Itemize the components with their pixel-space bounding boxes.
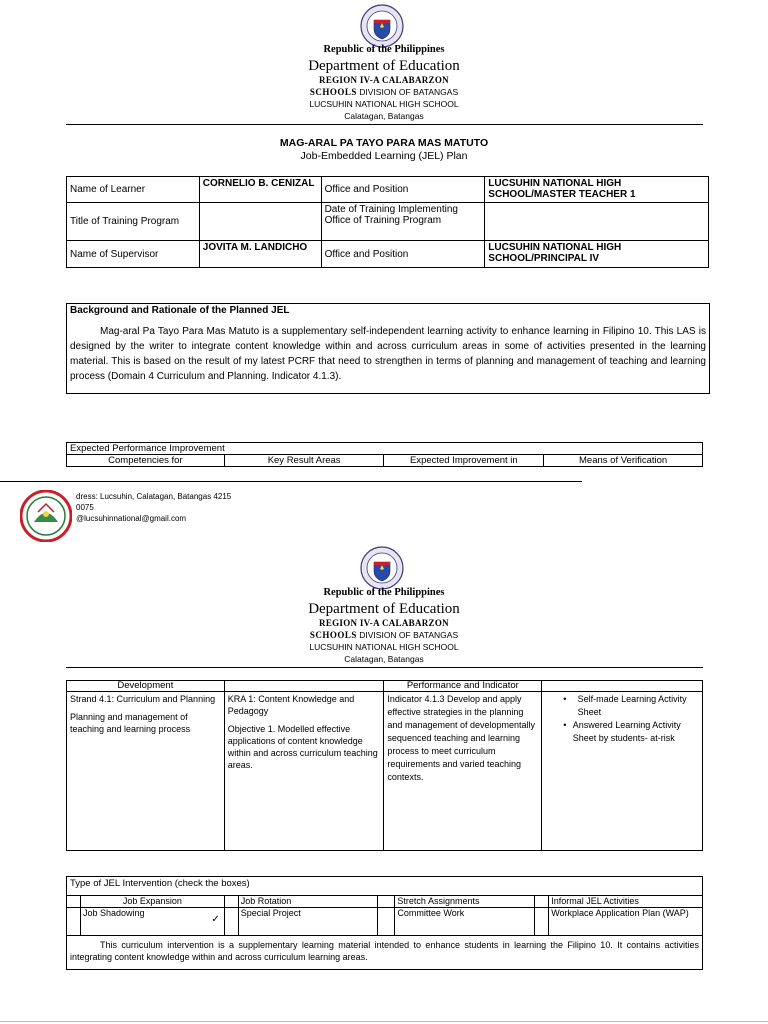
kra-cell xyxy=(224,692,384,851)
header-divider xyxy=(66,124,703,125)
table-row xyxy=(67,877,703,896)
learner-info-table xyxy=(66,176,709,268)
wap-label: Workplace Application Plan (WAP) xyxy=(549,908,703,936)
checkbox-job-shadowing[interactable] xyxy=(67,908,81,936)
special-project-label: Special Project xyxy=(238,908,378,936)
checkbox-informal-jel[interactable] xyxy=(535,896,549,908)
department-title: Department of Education xyxy=(308,58,460,74)
department-title: Department of Education xyxy=(308,601,460,617)
verification-cell xyxy=(542,692,703,851)
checkbox-committee-work[interactable] xyxy=(378,908,395,936)
epi-col-kra: Key Result Areas xyxy=(224,455,384,467)
school-name: LUCSUHIN NATIONAL HIGH SCHOOL xyxy=(309,99,459,109)
strand-title: Strand 4.1: Curriculum and Planning xyxy=(70,694,216,704)
learner-office-value: LUCSUHIN NATIONAL HIGH SCHOOL/MASTER TEACHER 1 xyxy=(485,177,709,203)
strand-cell xyxy=(67,692,225,851)
table-row xyxy=(67,203,709,241)
learner-value: CORNELIO B. CENIZAL xyxy=(199,177,321,203)
footer-contact xyxy=(76,491,231,524)
committee-work-label: Committee Work xyxy=(395,908,535,936)
supervisor-label: Name of Supervisor xyxy=(67,241,200,268)
expected-performance-table xyxy=(66,442,703,467)
epi-col-verification: Means of Verification xyxy=(544,455,703,467)
plan-subtitle: Job-Embedded Learning (JEL) Plan xyxy=(300,150,468,162)
footer-address: dress: Lucsuhin, Calatagan, Batangas 4215 xyxy=(76,492,232,501)
region-line: REGION IV-A CALABARZON xyxy=(319,618,449,628)
republic-line: Republic of the Philippines xyxy=(323,44,445,55)
list-item: • Answered Learning Activity Sheet by students- at-risk xyxy=(563,720,681,743)
school-logo-icon xyxy=(20,490,72,542)
background-rationale-box xyxy=(66,303,710,394)
table-row xyxy=(67,681,703,692)
table-row xyxy=(67,455,703,467)
job-rotation-label: Job Rotation xyxy=(238,896,378,908)
footer-email: @lucsuhinnational@gmail.com xyxy=(76,514,187,523)
jel-intervention-table xyxy=(66,876,703,970)
checkbox-job-expansion[interactable] xyxy=(67,896,81,908)
table-row xyxy=(67,177,709,203)
epi-col-improvement: Expected Improvement in xyxy=(384,455,544,467)
job-expansion-label: Job Expansion xyxy=(80,896,224,908)
table-row xyxy=(67,692,703,851)
job-shadowing-label: Job Shadowing xyxy=(82,908,145,918)
intervention-note: This curriculum intervention is a supplementary learning material intended to enhance students in learning the Filipino 10. It contains activities integrating content knowledge within and across curriculum learning areas. xyxy=(67,936,703,970)
strand-body: Planning and management of teaching and learning process xyxy=(70,712,191,734)
checkbox-wap[interactable] xyxy=(535,908,549,936)
learner-office-label: Office and Position xyxy=(321,177,485,203)
training-value xyxy=(199,203,321,241)
footer-divider xyxy=(0,481,582,482)
epi-col-competencies: Competencies for xyxy=(67,455,225,467)
job-shadowing-cell xyxy=(80,908,224,936)
table-row xyxy=(67,936,703,970)
background-heading: Background and Rationale of the Planned JEL xyxy=(70,305,290,316)
indicator-cell: Indicator 4.1.3 Develop and apply effective strategies in the planning and management of developmentally sequenced teaching and learning process to meet curriculum requirements and varied teaching contexts. xyxy=(384,692,542,851)
date-label: Date of Training Implementing Office of Training Program xyxy=(321,203,485,241)
epi-title: Expected Performance Improvement xyxy=(67,443,703,455)
background-body: Mag-aral Pa Tayo Para Mas Matuto is a supplementary self-independent learning activity to enhance learning in Filipino 10. This LAS is designed by the writer to integrate content knowledge within and across curriculum areas in some of activities presented in the learning material. This is based on the result of my latest PCRF that need to strengthen in terms of planning and management of teaching and learning process (Domain 4 Curriculum and Planning. Indicator 4.1.3). xyxy=(70,326,706,382)
schools-division-line: SCHOOLS DIVISION OF BATANGAS xyxy=(309,630,459,640)
table-row xyxy=(67,241,709,268)
checkbox-special-project[interactable] xyxy=(224,908,238,936)
deped-seal-icon xyxy=(360,4,404,48)
list-item: • Self-made Learning Activity Sheet xyxy=(563,694,687,717)
table-row xyxy=(67,908,703,936)
region-line: REGION IV-A CALABARZON xyxy=(319,75,449,85)
kra-body: Objective 1. Modelled effective applications of content knowledge within and across curriculum teaching areas. xyxy=(227,724,378,770)
table-row xyxy=(67,896,703,908)
supervisor-value: JOVITA M. LANDICHO xyxy=(199,241,321,268)
expected-performance-detail-table xyxy=(66,680,703,851)
training-label: Title of Training Program xyxy=(67,203,200,241)
check-mark-icon: ✓ xyxy=(211,914,220,925)
epi-col-empty xyxy=(224,681,384,692)
supervisor-office-label: Office and Position xyxy=(321,241,485,268)
stretch-assignments-label: Stretch Assignments xyxy=(395,896,535,908)
kra-title: KRA 1: Content Knowledge and Pedagogy xyxy=(227,694,355,716)
school-town: Calatagan, Batangas xyxy=(344,654,424,664)
school-town: Calatagan, Batangas xyxy=(344,111,424,121)
page-bottom-edge xyxy=(0,1021,768,1022)
republic-line: Republic of the Philippines xyxy=(323,587,445,598)
deped-seal-icon xyxy=(360,546,404,590)
date-value xyxy=(485,203,709,241)
epi-col-empty xyxy=(542,681,703,692)
schools-division-line: SCHOOLS DIVISION OF BATANGAS xyxy=(309,87,459,97)
school-name: LUCSUHIN NATIONAL HIGH SCHOOL xyxy=(309,642,459,652)
footer-phone: 0075 xyxy=(76,503,94,512)
checkbox-stretch-assignments[interactable] xyxy=(378,896,395,908)
epi-col-performance: Performance and Indicator xyxy=(384,681,542,692)
checkbox-job-rotation[interactable] xyxy=(224,896,238,908)
plan-title: MAG-ARAL PA TAYO PARA MAS MATUTO xyxy=(279,137,489,149)
table-row xyxy=(67,443,703,455)
epi-col-development: Development xyxy=(67,681,225,692)
informal-jel-label: Informal JEL Activities xyxy=(549,896,703,908)
header-divider xyxy=(66,667,703,668)
learner-label: Name of Learner xyxy=(67,177,200,203)
intervention-title: Type of JEL Intervention (check the boxes) xyxy=(67,877,703,896)
supervisor-office-value: LUCSUHIN NATIONAL HIGH SCHOOL/PRINCIPAL IV xyxy=(485,241,709,268)
